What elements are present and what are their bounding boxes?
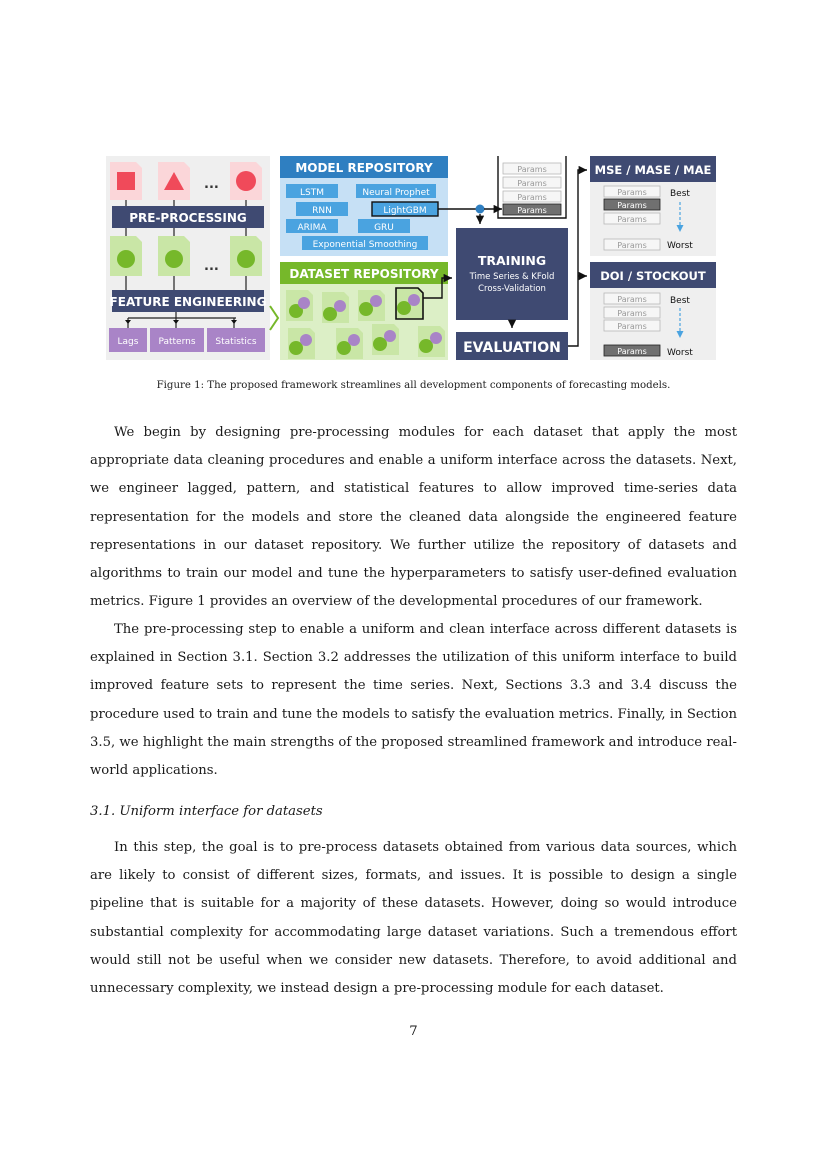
params-stack-label: Params xyxy=(517,179,547,188)
clean-data-icon-3 xyxy=(230,236,262,276)
model-rnn-label: RNN xyxy=(312,206,332,216)
dataset-repository-title: DATASET REPOSITORY xyxy=(289,267,439,281)
paragraph-text: In this step, the goal is to pre-process datasets obtained from various data sources, which are likely to consist of different sizes, formats, and issues. It is possible to design a single pipeline that is suitable for a majority of these datasets. However, doing so would introduce substantial complexity for accommodating large dataset variations. Such a tremendous effort would still not be useful when we consider new datasets. Therefore, to avoid additional and unnecessary complexity, we instead design a pre-processing module for each dataset. xyxy=(90,840,737,997)
model-lstm-label: LSTM xyxy=(300,188,324,198)
metrics-param-label: Params xyxy=(617,201,647,210)
model-arima-label: ARIMA xyxy=(297,223,327,233)
dataset-icon xyxy=(418,326,445,357)
params-stack-label: Params xyxy=(517,165,547,174)
dataset-icon-selected xyxy=(396,288,423,319)
metrics-param-label: Params xyxy=(617,347,647,356)
metrics-param-label: Params xyxy=(617,295,647,304)
dataset-icon xyxy=(372,324,399,355)
dataset-icon xyxy=(358,290,385,321)
raw-data-circle-icon xyxy=(230,162,262,200)
clean-data-icon-2 xyxy=(158,236,190,276)
model-neural-prophet-label: Neural Prophet xyxy=(362,188,430,198)
feature-engineering-title: FEATURE ENGINEERING xyxy=(109,295,267,309)
junction-dot xyxy=(476,205,485,214)
paragraph-sections xyxy=(90,616,737,785)
section-heading: 3.1. Uniform interface for datasets xyxy=(90,804,323,819)
clean-data-icon-1 xyxy=(110,236,142,276)
training-title: TRAINING xyxy=(477,253,547,268)
metrics-param-label: Params xyxy=(617,309,647,318)
model-lightgbm-label: LightGBM xyxy=(383,206,427,216)
chevron-right-icon xyxy=(270,306,278,330)
paragraph-uniform-interface xyxy=(90,834,737,1003)
metrics-param-label: Params xyxy=(617,215,647,224)
paragraph-text: We begin by designing pre-processing modules for each dataset that apply the most appropriate data cleaning procedures and enable a uniform interface across the datasets. Next, we engineer lagged, pattern, and statistical features to allow improved time-series data representation for the models and store the cleaned data alongside the engineered feature representations in our dataset repository. We further utilize the repository of datasets and algorithms to train our model and tune the hyperparameters to satisfy user-defined evaluation metrics. Figure 1 provides an overview of the developmental procedures of our framework. xyxy=(90,425,737,610)
metrics-best-label: Best xyxy=(670,296,690,306)
paragraph-overview xyxy=(90,419,737,616)
dataset-icon xyxy=(288,328,315,359)
figure-caption: Figure 1: The proposed framework streamlines all development components of forecasting models. xyxy=(156,380,671,391)
raw-data-triangle-icon xyxy=(158,162,190,200)
metrics-param-label: Params xyxy=(617,188,647,197)
metrics-param-label: Params xyxy=(617,322,647,331)
dataset-icon xyxy=(336,328,363,359)
evaluation-title: EVALUATION xyxy=(463,340,561,356)
paragraph-text: The pre-processing step to enable a uniform and clean interface across different datasets is explained in Section 3.1. Section 3.2 addresses the utilization of this uniform interface to build improved feature sets to represent the time series. Next, Sections 3.3 and 3.4 discuss the procedure used to train and tune the models to satisfy the evaluation metrics. Finally, in Section 3.5, we highlight the main strengths of the proposed streamlined framework and introduce real-world applications. xyxy=(90,622,737,779)
model-gru-label: GRU xyxy=(374,223,394,233)
metrics-worst-label: Worst xyxy=(667,348,693,358)
metrics-title-mse: MSE / MASE / MAE xyxy=(594,163,712,177)
feature-lags-label: Lags xyxy=(117,337,139,347)
training-line1: Time Series & KFold xyxy=(469,272,555,282)
metrics-title-doi: DOI / STOCKOUT xyxy=(600,269,706,283)
training-line2: Cross-Validation xyxy=(478,284,546,294)
metrics-best-label: Best xyxy=(670,189,690,199)
params-stack-label: Params xyxy=(517,193,547,202)
dataset-icon xyxy=(286,290,313,321)
model-exponential-smoothing-label: Exponential Smoothing xyxy=(312,240,418,250)
dataset-icon xyxy=(322,292,349,323)
model-repository-title: MODEL REPOSITORY xyxy=(295,161,433,175)
clean-data-ellipsis: ... xyxy=(204,259,219,274)
metrics-param-label: Params xyxy=(617,241,647,250)
raw-data-ellipsis: ... xyxy=(204,177,219,192)
feature-patterns-label: Patterns xyxy=(158,337,196,347)
params-stack-label: Params xyxy=(517,206,547,215)
feature-statistics-label: Statistics xyxy=(215,337,257,347)
preprocessing-title: PRE-PROCESSING xyxy=(129,211,247,225)
framework-figure xyxy=(106,152,718,362)
raw-data-square-icon xyxy=(110,162,142,200)
metrics-worst-label: Worst xyxy=(667,241,693,251)
page-number: 7 xyxy=(409,1024,418,1039)
